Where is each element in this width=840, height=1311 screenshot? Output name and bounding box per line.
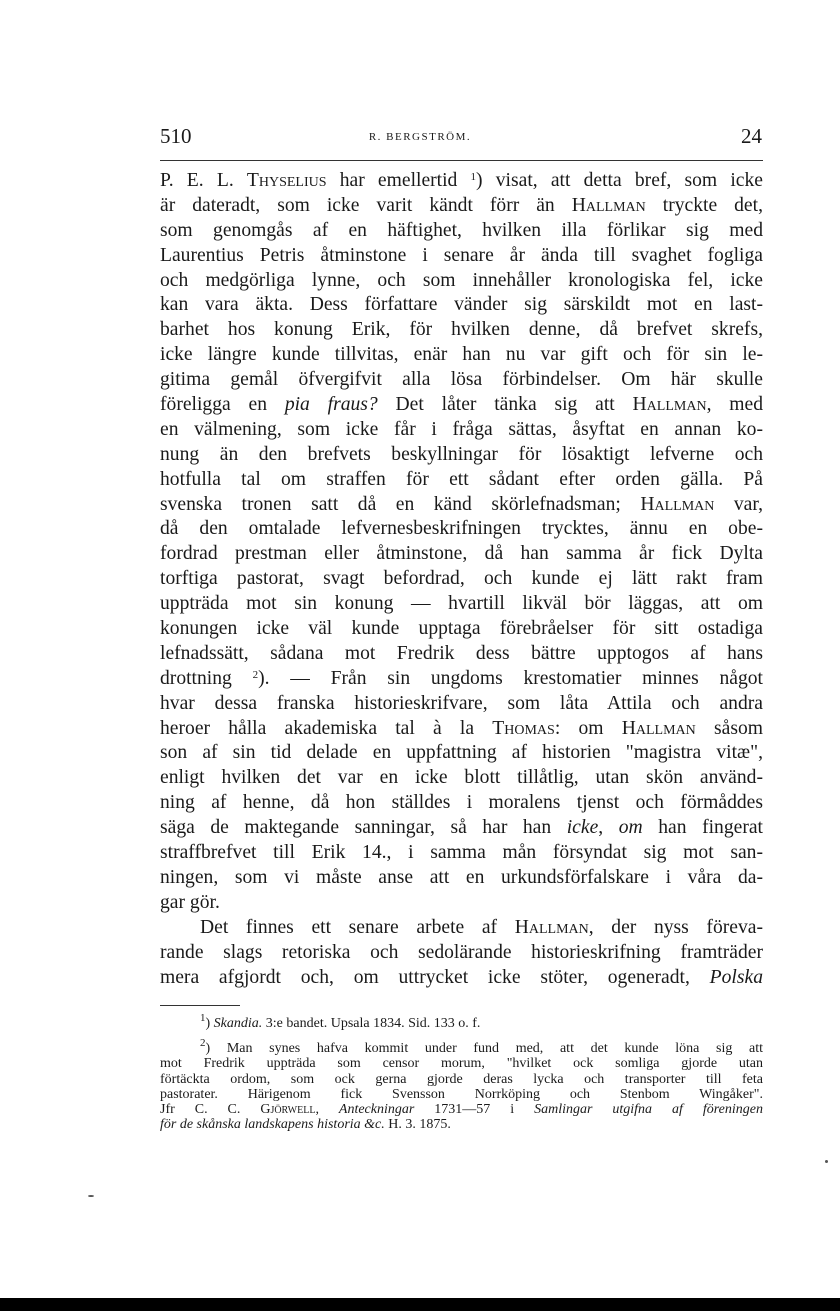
text-line	[160, 941, 763, 966]
text-run: ,	[315, 1101, 339, 1117]
text-run: Thyselius	[246, 170, 327, 191]
text-run: fordrad prestman eller åtminstone, då han samma år fick Dylta	[160, 543, 763, 565]
text-run: ). — Från sin ungdoms krestomatier minnes något	[258, 667, 763, 689]
text-run: ning af henne, då hon ställdes i moralens tjenst och förmåddes	[160, 792, 763, 814]
footnote-rule	[160, 1005, 240, 1006]
text-run: Jfr C. C.	[160, 1101, 261, 1117]
text-run: enligt hvilken det var en icke blott tillåtlig, utan skön använd-	[160, 767, 763, 789]
text-run: Polska	[709, 966, 763, 988]
text-line	[160, 418, 763, 443]
text-run: H. 3. 1875.	[384, 1117, 451, 1133]
text-run: 1731—57 i	[414, 1101, 535, 1117]
text-line	[160, 493, 763, 518]
text-run: drottning	[160, 667, 253, 689]
text-run: föreligga en	[160, 394, 285, 416]
text-run: som genomgås af en häftighet, hvilken illa förlikar sig med	[160, 219, 763, 241]
text-line	[160, 766, 763, 791]
text-run: Hallman	[640, 493, 715, 515]
text-run: förtäckta ordom, som ock gerna gjorde deras lycka och transporter till feta	[160, 1071, 763, 1087]
text-run: Skandia.	[213, 1016, 263, 1031]
text-run: är dateradt, som icke varit kändt förr än	[160, 194, 572, 216]
footnote-line	[160, 1087, 763, 1102]
text-line	[160, 741, 763, 766]
text-line	[160, 343, 763, 368]
text-line	[160, 169, 763, 194]
text-run: lefnadssätt, sådana mot Fredrik dess bättre upptogos af hans	[160, 642, 763, 664]
text-run: barhet hos konung Erik, för hvilken denne, då brefvet skrefs,	[160, 319, 763, 341]
footnote-line	[160, 1117, 763, 1132]
footnote-line	[160, 1056, 763, 1071]
text-run: konungen icke väl kunde upptaga förebråelser för sitt ostadiga	[160, 618, 763, 640]
text-run: pia fraus?	[284, 394, 378, 416]
text-line	[160, 791, 763, 816]
text-line	[160, 891, 763, 916]
text-run: såsom	[695, 717, 763, 739]
text-run: straffbrefvet till Erik 14., i samma mån försyndat sig mot san-	[160, 842, 763, 864]
text-line	[160, 194, 763, 219]
text-line	[160, 841, 763, 866]
scan-speck	[88, 1195, 94, 1197]
footnote-marker: 2	[252, 668, 259, 681]
text-line	[160, 269, 763, 294]
text-run: 3:e bandet. Upsala 1834. Sid. 133 o. f.	[262, 1016, 481, 1031]
text-run: icke	[566, 817, 599, 839]
body-text	[160, 169, 763, 990]
text-run: Laurentius Petris åtminstone i senare år ända till svaghet fogliga	[160, 244, 763, 266]
text-run: hvar dessa franska historieskrifvare, som låta Attila och andra	[160, 692, 763, 714]
text-run: )	[205, 1016, 214, 1031]
text-run: säga de maktegande sanningar, så har han	[160, 817, 567, 839]
text-run: Samlingar utgifna af föreningen	[534, 1101, 763, 1117]
text-line	[160, 966, 763, 991]
text-line	[160, 393, 763, 418]
text-run: och medgörliga lynne, och som innehåller kronologiska fel, icke	[160, 269, 763, 291]
footnote-marker: 1	[200, 1012, 206, 1024]
text-line	[160, 542, 763, 567]
text-run: rande slags retoriska och sedolärande historieskrifning framträder	[160, 941, 763, 963]
text-line	[160, 692, 763, 717]
text-line	[160, 866, 763, 891]
text-run: Det låter tänka sig att	[377, 394, 633, 416]
text-line	[160, 816, 763, 841]
text-line	[160, 517, 763, 542]
text-run: Gjörwell	[260, 1101, 316, 1117]
text-run: ,	[598, 817, 619, 839]
text-run: : om	[554, 717, 622, 739]
text-run: tryckte det,	[645, 194, 763, 216]
text-line	[160, 318, 763, 343]
text-run: kan vara äkta. Dess författare vänder sig särskildt mot en last-	[160, 294, 763, 316]
footnote-line	[160, 1037, 763, 1057]
text-run: gitima gemål öfvergifvit alla lösa förbindelser. Om här skulle	[160, 369, 763, 391]
text-line	[160, 717, 763, 742]
text-run: ) Man synes hafva kommit under fund med, att det kunde löna sig att	[205, 1041, 763, 1057]
text-run: nung än den brefvets beskyllningar för lösaktigt lefverne och	[160, 443, 763, 465]
text-run: mot Fredrik uppträda som censor morum, "hvilket ock somliga gjorde utan	[160, 1056, 763, 1072]
text-run: svenska tronen satt då en känd skörlefnadsman;	[160, 493, 641, 515]
page-number: 510	[160, 124, 192, 148]
text-run: son af sin tid delade en uppfattning af historien "magistra vitæ",	[160, 742, 763, 764]
text-run: P. E. L.	[160, 170, 247, 191]
text-run: var,	[714, 493, 763, 515]
text-line	[160, 592, 763, 617]
footnotes	[160, 1012, 763, 1133]
text-run: om	[618, 817, 643, 839]
text-run: pastorater. Härigenom fick Svensson Norrköping och Stenbom Wingåker".	[160, 1086, 763, 1102]
scan-speck	[825, 1160, 828, 1163]
text-run: Hallman	[632, 394, 707, 416]
footnote-line	[160, 1102, 763, 1117]
running-head: R. BERGSTRÖM.	[368, 131, 472, 143]
text-run: för de skånska landskapens historia &c.	[160, 1117, 385, 1133]
text-line	[160, 642, 763, 667]
footnote-line	[160, 1072, 763, 1087]
text-run: Det finnes ett senare arbete af	[200, 916, 515, 938]
text-run: , der nyss föreva-	[588, 916, 763, 938]
footnote-marker: 1	[470, 171, 477, 183]
text-line	[160, 916, 763, 941]
text-run: en välmening, som icke får i fråga sättas, åsyftat en annan ko-	[160, 418, 763, 440]
text-line	[160, 219, 763, 244]
section-number: 24	[741, 124, 762, 148]
text-line	[160, 567, 763, 592]
text-run: Hallman	[621, 717, 696, 739]
text-run: Hallman	[571, 194, 646, 216]
text-run: Hallman	[514, 916, 589, 938]
scan-border	[0, 1298, 840, 1311]
text-run: han fingerat	[642, 817, 763, 839]
text-run: torftiga pastorat, svagt befordrad, och kunde ej lätt rakt fram	[160, 568, 763, 590]
text-run: Anteckningar	[338, 1101, 415, 1117]
text-line	[160, 443, 763, 468]
text-run: mera afgjordt och, om uttrycket icke stöter, ogeneradt,	[160, 966, 710, 988]
text-line	[160, 244, 763, 269]
text-run: , med	[706, 394, 763, 416]
text-run: heroer hålla akademiska tal à la	[160, 717, 493, 739]
text-line	[160, 368, 763, 393]
text-line	[160, 617, 763, 642]
text-line	[160, 468, 763, 493]
text-line	[160, 293, 763, 318]
footnote-marker: 2	[200, 1037, 206, 1050]
text-run: gar gör.	[160, 891, 220, 913]
text-run: hotfulla tal om straffen för ett sådant efter orden gälla. På	[160, 468, 763, 490]
text-run: har emellertid	[326, 170, 471, 191]
text-line	[160, 667, 763, 692]
text-run: icke längre kunde tillvitas, enär han nu var gift och för sin le-	[160, 344, 763, 366]
footnote-line	[160, 1012, 763, 1031]
text-run: då den omtalade lefvernesbeskrifningen trycktes, ännu en obe-	[160, 518, 763, 540]
text-run: ningen, som vi måste anse att en urkundsförfalskare i våra da-	[160, 866, 763, 888]
header-rule	[160, 160, 763, 161]
text-run: uppträda mot sin konung — hvartill likväl bör läggas, att om	[160, 593, 763, 615]
text-run: ) visat, att detta bref, som icke	[476, 170, 763, 191]
text-run: Thomas	[492, 717, 555, 739]
